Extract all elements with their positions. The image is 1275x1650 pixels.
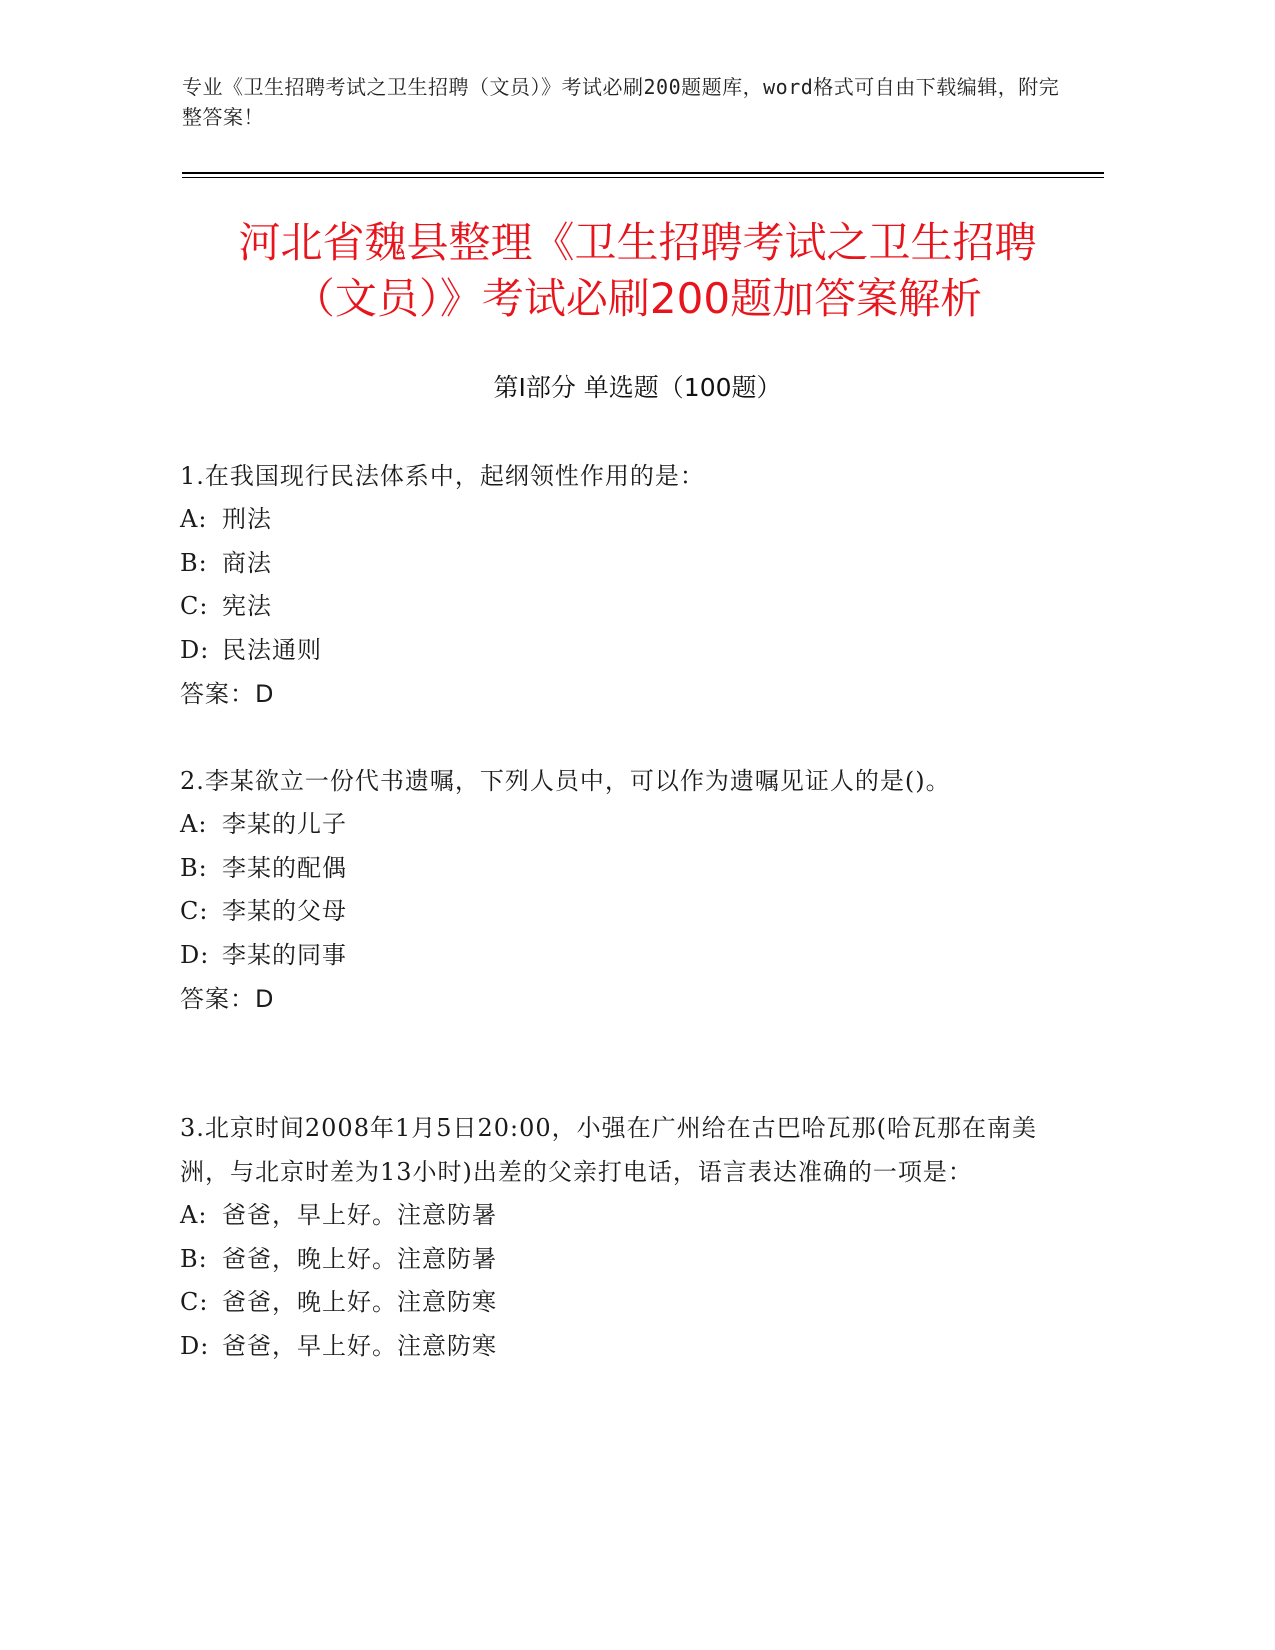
option-key: C: — [180, 897, 209, 925]
option-d — [180, 629, 1040, 673]
header-divider-thick — [182, 172, 1104, 174]
header-note: 专业《卫生招聘考试之卫生招聘（文员）》考试必刷200题题库，word格式可自由下载编辑，附完整答案！ — [182, 75, 1060, 129]
option-c — [180, 1281, 1040, 1325]
header-divider-thin — [182, 177, 1104, 178]
option-key: D: — [180, 635, 210, 664]
option-key: D: — [180, 940, 210, 969]
question-stem: 3.北京时间2008年1月5日20:00，小强在广州给在古巴哈瓦那(哈瓦那在南美洲，与北京时差为13小时)出差的父亲打电话，语言表达准确的一项是： — [180, 1114, 1038, 1186]
option-key: B: — [180, 853, 208, 882]
section-title: 第Ⅰ部分 单选题（100题） — [493, 373, 782, 402]
option-text: 商法 — [222, 548, 272, 577]
question-stem: 2.李某欲立一份代书遗嘱，下列人员中，可以作为遗嘱见证人的是()。 — [180, 767, 951, 795]
option-text: 李某的配偶 — [222, 853, 347, 882]
option-c — [180, 585, 1040, 629]
option-text: 爸爸，晚上好。注意防暑 — [222, 1244, 497, 1273]
option-key: A: — [180, 1201, 208, 1229]
option-key: B: — [180, 1244, 208, 1273]
option-d — [180, 934, 1040, 978]
option-text: 李某的儿子 — [222, 810, 347, 838]
option-b — [180, 542, 1040, 586]
option-text: 李某的同事 — [222, 940, 347, 969]
option-c — [180, 890, 1040, 934]
option-key: D: — [180, 1331, 210, 1360]
option-text: 爸爸，早上好。注意防暑 — [222, 1201, 497, 1229]
option-text: 爸爸，早上好。注意防寒 — [222, 1331, 497, 1360]
option-text: 爸爸，晚上好。注意防寒 — [222, 1288, 497, 1316]
option-text: 刑法 — [222, 505, 272, 533]
answer: 答案：D — [180, 985, 275, 1013]
document-title — [150, 215, 1125, 327]
option-key: C: — [180, 1288, 209, 1316]
option-key: A: — [180, 505, 208, 533]
option-text: 李某的父母 — [222, 897, 347, 925]
question-stem: 1.在我国现行民法体系中，起纲领性作用的是： — [180, 462, 705, 490]
question-2 — [180, 759, 1040, 1021]
option-a — [180, 498, 1040, 542]
answer: 答案：D — [180, 680, 275, 708]
option-a — [180, 803, 1040, 847]
option-b — [180, 1238, 1040, 1282]
option-key: A: — [180, 810, 208, 838]
option-key: C: — [180, 592, 209, 620]
option-key: B: — [180, 548, 208, 577]
question-3 — [180, 1106, 1040, 1368]
option-b — [180, 847, 1040, 891]
option-d — [180, 1325, 1040, 1369]
document-title-line-1: 河北省魏县整理《卫生招聘考试之卫生招聘 — [238, 218, 1037, 267]
option-a — [180, 1194, 1040, 1238]
question-1 — [180, 454, 1040, 716]
option-text: 宪法 — [222, 592, 272, 620]
option-text: 民法通则 — [222, 635, 322, 664]
document-title-line-2: （文员）》考试必刷200题加答案解析 — [292, 274, 983, 323]
